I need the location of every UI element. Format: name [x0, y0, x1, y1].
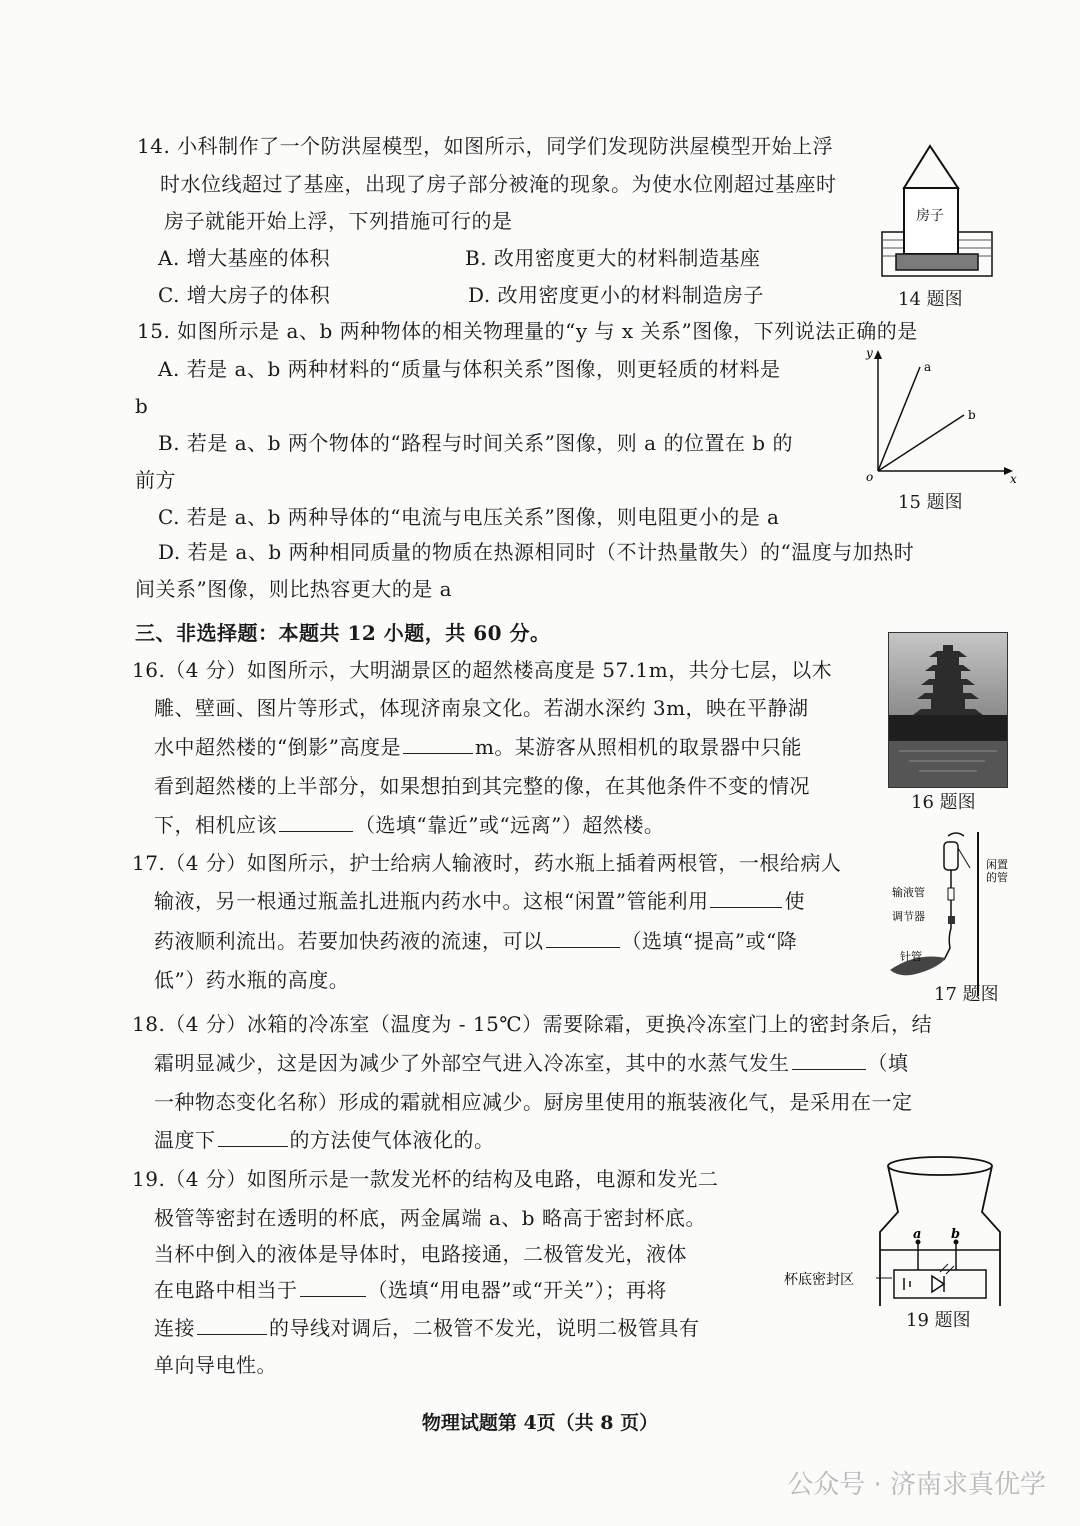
q17-label-regulator: 调节器 — [892, 910, 925, 923]
q17-line-3-end: （选填“提高”或“降 — [621, 929, 798, 953]
q15-axis-y: y — [866, 346, 873, 360]
q19-label-b: b — [951, 1227, 961, 1242]
q15-origin: o — [866, 470, 874, 484]
q19-figure — [780, 1150, 1010, 1308]
q15-option-c: C. 若是 a、b 两种导体的“电流与电压关系”图像，则电阻更小的是 a — [158, 505, 780, 529]
q15-label-a: a — [924, 360, 932, 374]
q15-axis-x: x — [1010, 472, 1017, 486]
q15-line-b — [878, 415, 964, 471]
section-3-heading: 三、非选择题：本题共 12 小题，共 60 分。 — [135, 621, 551, 645]
q16-blank-2 — [279, 813, 353, 832]
q17-line-2-start: 输液，另一根通过瓶盖扎进瓶内药水中。这根“闲置”管能利用 — [154, 889, 709, 913]
q18-blank-2 — [218, 1128, 288, 1147]
q14-house-label: 房子 — [916, 208, 944, 224]
q16-line-5 — [154, 812, 664, 838]
q14-figure — [878, 140, 998, 290]
q17-line-2-end: 使 — [784, 889, 805, 913]
q19-line-5 — [154, 1315, 700, 1341]
q16-caption: 16 题图 — [911, 792, 976, 813]
q17-figure — [886, 828, 1026, 998]
q17-label-tube: 输液管 — [892, 886, 925, 899]
q17-caption: 17 题图 — [934, 984, 999, 1005]
q19-blank-2 — [197, 1316, 267, 1335]
q16-line-5-start: 下，相机应该 — [154, 813, 277, 837]
q17-blank-2 — [546, 929, 620, 948]
q19-line-4-end: （选填“用电器”或“开关”）；再将 — [367, 1278, 667, 1302]
q19-line-6: 单向导电性。 — [154, 1353, 277, 1377]
q15-line-1: 15. 如图所示是 a、b 两种物体的相关物理量的“y 与 x 关系”图像，下列说法正确的是 — [137, 319, 918, 343]
q16-line-4: 看到超然楼的上半部分，如果想拍到其完整的像，在其他条件不变的情况 — [154, 774, 810, 798]
q18-line-4 — [154, 1127, 495, 1153]
q17-label-needle: 针管 — [900, 950, 922, 963]
q16-pagoda-image — [889, 633, 1007, 787]
q17-line-2 — [154, 888, 805, 914]
q17-line-4: 低”）药水瓶的高度。 — [154, 968, 350, 992]
q14-line-3: 房子就能开始上浮，下列措施可行的是 — [164, 209, 513, 233]
q15-line-a — [878, 367, 920, 471]
q14-option-a: A. 增大基座的体积 — [158, 246, 331, 270]
q16-blank-1 — [403, 735, 473, 754]
q19-line-4 — [154, 1277, 667, 1303]
q18-line-4-end: 的方法使气体液化的。 — [289, 1128, 495, 1152]
q19-blank-1 — [300, 1278, 366, 1297]
q19-line-5-end: 的导线对调后，二极管不发光，说明二极管具有 — [269, 1316, 700, 1340]
q19-line-1: 19.（4 分）如图所示是一款发光杯的结构及电路，电源和发光二 — [132, 1167, 719, 1191]
q16-line-2: 雕、壁画、图片等形式，体现济南泉文化。若湖水深约 3m，映在平静湖 — [154, 696, 809, 720]
page-footer: 物理试题第 4页（共 8 页） — [421, 1412, 659, 1434]
q18-line-2-start: 霜明显减少，这是因为减少了外部空气进入冷冻室，其中的水蒸气发生 — [154, 1051, 790, 1075]
q15-caption: 15 题图 — [898, 492, 963, 513]
q16-line-1: 16.（4 分）如图所示，大明湖景区的超然楼高度是 57.1m，共分七层，以木 — [132, 658, 833, 682]
q17-line-3-start: 药液顺利流出。若要加快药液的流速，可以 — [154, 929, 544, 953]
q16-photo — [888, 632, 1008, 788]
q16-line-3 — [154, 734, 802, 760]
q19-label-a: a — [913, 1227, 922, 1242]
q19-line-3: 当杯中倒入的液体是导体时，电路接通，二极管发光，液体 — [154, 1242, 687, 1266]
q14-line-1: 14. 小科制作了一个防洪屋模型，如图所示，同学们发现防洪屋模型开始上浮 — [137, 134, 834, 158]
q19-label-seal: 杯底密封区 — [784, 1272, 854, 1288]
q17-line-1: 17.（4 分）如图所示，护士给病人输液时，药水瓶上插着两根管，一根给病人 — [132, 851, 842, 875]
q19-line-5-start: 连接 — [154, 1316, 195, 1340]
q14-option-b: B. 改用密度更大的材料制造基座 — [465, 246, 761, 270]
q17-line-3 — [154, 928, 797, 954]
q18-line-1: 18.（4 分）冰箱的冷冻室（温度为 - 15℃）需要除霜，更换冷冻室门上的密封条后，结 — [132, 1012, 933, 1036]
q15-option-a-line-2: b — [135, 394, 149, 418]
q18-line-2-end: （填 — [867, 1051, 909, 1075]
q18-line-2 — [154, 1050, 909, 1076]
q18-line-3: 一种物态变化名称）形成的霜就相应减少。厨房里使用的瓶装液化气，是采用在一定 — [154, 1090, 913, 1114]
q14-caption: 14 题图 — [898, 289, 963, 310]
q15-option-b-line-1: B. 若是 a、b 两个物体的“路程与时间关系”图像，则 a 的位置在 b 的 — [158, 431, 793, 455]
q17-label-idle: 闲置的管 — [986, 858, 1008, 884]
q19-line-4-start: 在电路中相当于 — [154, 1278, 298, 1302]
q18-blank-1 — [792, 1051, 866, 1070]
watermark: 公众号 · 济南求真优学 — [787, 1470, 1046, 1500]
q15-option-d-line-2: 间关系”图像，则比热容更大的是 a — [135, 577, 453, 601]
q18-line-4-start: 温度下 — [154, 1128, 216, 1152]
q14-line-2: 时水位线超过了基座，出现了房子部分被淹的现象。为使水位刚超过基座时 — [160, 172, 837, 196]
q15-option-b-line-2: 前方 — [135, 468, 176, 492]
q15-label-b: b — [968, 408, 976, 422]
q15-option-a-line-1: A. 若是 a、b 两种材料的“质量与体积关系”图像，则更轻质的材料是 — [158, 357, 781, 381]
q16-line-3-end: m。某游客从照相机的取景器中只能 — [474, 735, 802, 759]
q16-line-5-end: （选填“靠近”或“远离”）超然楼。 — [355, 813, 665, 837]
q15-option-d-line-1: D. 若是 a、b 两种相同质量的物质在热源相同时（不计热量散失）的“温度与加热时 — [158, 540, 915, 564]
q17-blank-1 — [710, 889, 782, 908]
q19-caption: 19 题图 — [906, 1310, 971, 1331]
q16-line-3-start: 水中超然楼的“倒影”高度是 — [154, 735, 401, 759]
q19-line-2: 极管等密封在透明的杯底，两金属端 a、b 略高于密封杯底。 — [154, 1206, 706, 1230]
q14-option-d: D. 改用密度更小的材料制造房子 — [468, 283, 765, 307]
q14-option-c: C. 增大房子的体积 — [158, 283, 331, 307]
q15-graph — [862, 345, 1022, 487]
